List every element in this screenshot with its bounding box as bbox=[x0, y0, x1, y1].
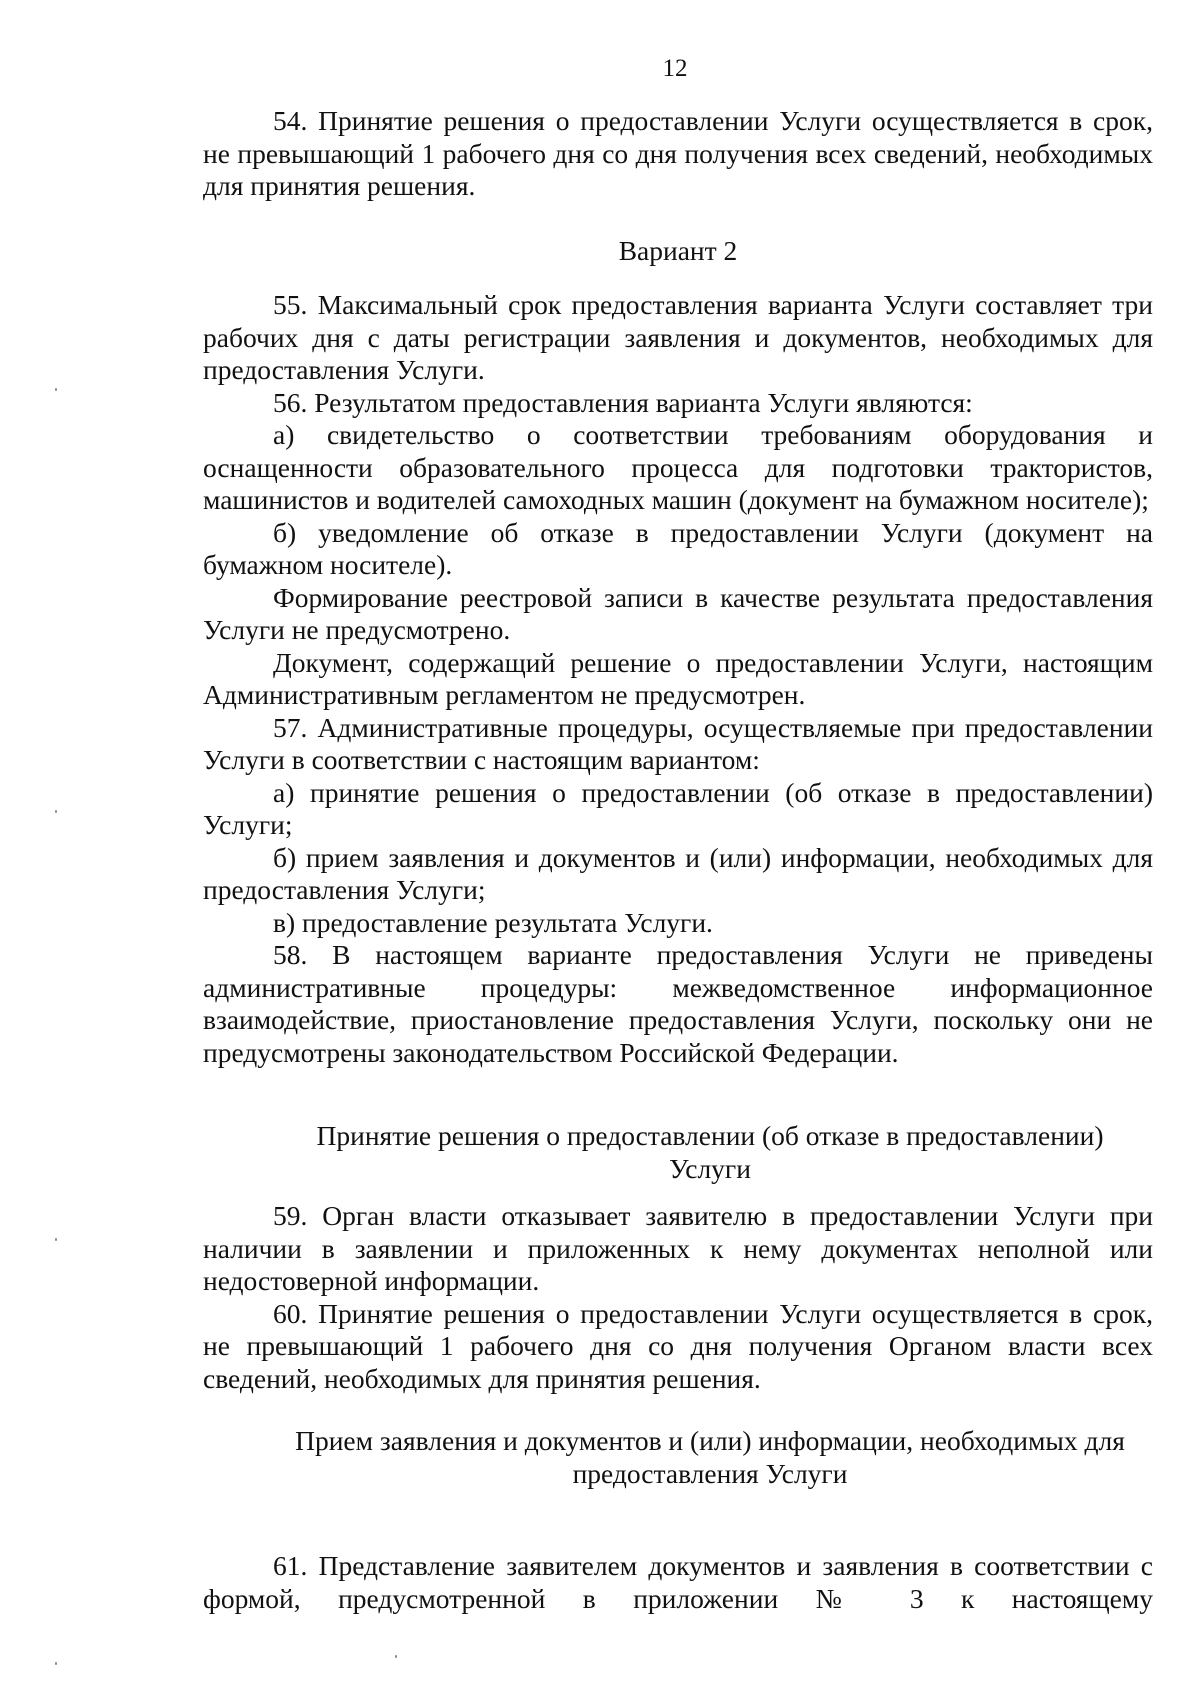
paragraph-57: 57. Административные процедуры, осуществляемые при предоставлении Услуги в соответствии с настоящим вариантом: bbox=[203, 711, 1153, 775]
paragraph-document-note: Документ, содержащий решение о предоставлении Услуги, настоящим Административным регламентом не предусмотрен. bbox=[203, 646, 1153, 710]
section-top bbox=[203, 105, 1153, 203]
scan-speck bbox=[55, 1662, 57, 1665]
paragraph-57-a: а) принятие решения о предоставлении (об отказе в предоставлении) Услуги; bbox=[203, 776, 1153, 840]
paragraph-56-b: б) уведомление об отказе в предоставлении Услуги (документ на бумажном носителе). bbox=[203, 516, 1153, 580]
scan-speck bbox=[55, 388, 57, 391]
scan-speck bbox=[395, 1655, 397, 1658]
heading-decision: Принятие решения о предоставлении (об отказе в предоставлении) Услуги bbox=[316, 1120, 1104, 1184]
paragraph-59: 59. Орган власти отказывает заявителю в предоставлении Услуги при наличии в заявлении и приложенных к нему документах неполной или недостоверной информации. bbox=[203, 1200, 1153, 1296]
paragraph-54: 54. Принятие решения о предоставлении Услуги осуществляется в срок, не превышающий 1 рабочего дня со дня получения всех сведений, необходимых для принятия решения. bbox=[203, 105, 1153, 201]
paragraph-58: 58. В настоящем варианте предоставления Услуги не приведены административные процедуры: межведомственное информационное взаимодействие, приостановление предоставления Услуги, поскольку они не предусмотрены законодательством Российской Федерации. bbox=[203, 939, 1153, 1068]
paragraph-56-a: а) свидетельство о соответствии требованиям оборудования и оснащенности образовательного процесса для подготовки трактористов, машинистов и водителей самоходных машин (документ на бумажном носителе); bbox=[203, 419, 1153, 515]
paragraph-57-b: б) прием заявления и документов и (или) информации, необходимых для предоставления Услуги; bbox=[203, 841, 1153, 905]
scan-speck bbox=[55, 810, 57, 813]
heading-reception: Прием заявления и документов и (или) информации, необходимых для предоставления Услуги bbox=[295, 1425, 1125, 1489]
paragraph-55: 55. Максимальный срок предоставления варианта Услуги составляет три рабочих дня с даты регистрации заявления и документов, необходимых для предоставления Услуги. bbox=[203, 289, 1153, 385]
paragraph-56: 56. Результатом предоставления варианта Услуги являются: bbox=[273, 386, 973, 418]
section-decision bbox=[203, 1200, 1153, 1395]
scan-speck bbox=[55, 1238, 57, 1241]
section-variant bbox=[203, 289, 1153, 1069]
paragraph-61: 61. Представление заявителем документов и заявления в соответствии с формой, предусмотренной в приложении № 3 к настоящему bbox=[203, 1550, 1153, 1614]
paragraph-registry-note: Формирование реестровой записи в качестве результата предоставления Услуги не предусмотрено. bbox=[203, 581, 1153, 645]
page-number: 12 bbox=[662, 55, 688, 82]
paragraph-57-v: в) предоставление результата Услуги. bbox=[273, 906, 713, 938]
section-reception bbox=[203, 1550, 1153, 1615]
paragraph-60: 60. Принятие решения о предоставлении Услуги осуществляется в срок, не превышающий 1 рабочего дня со дня получения Органом власти всех сведений, необходимых для принятия решения. bbox=[203, 1297, 1153, 1394]
heading-variant-2: Вариант 2 bbox=[618, 235, 738, 266]
